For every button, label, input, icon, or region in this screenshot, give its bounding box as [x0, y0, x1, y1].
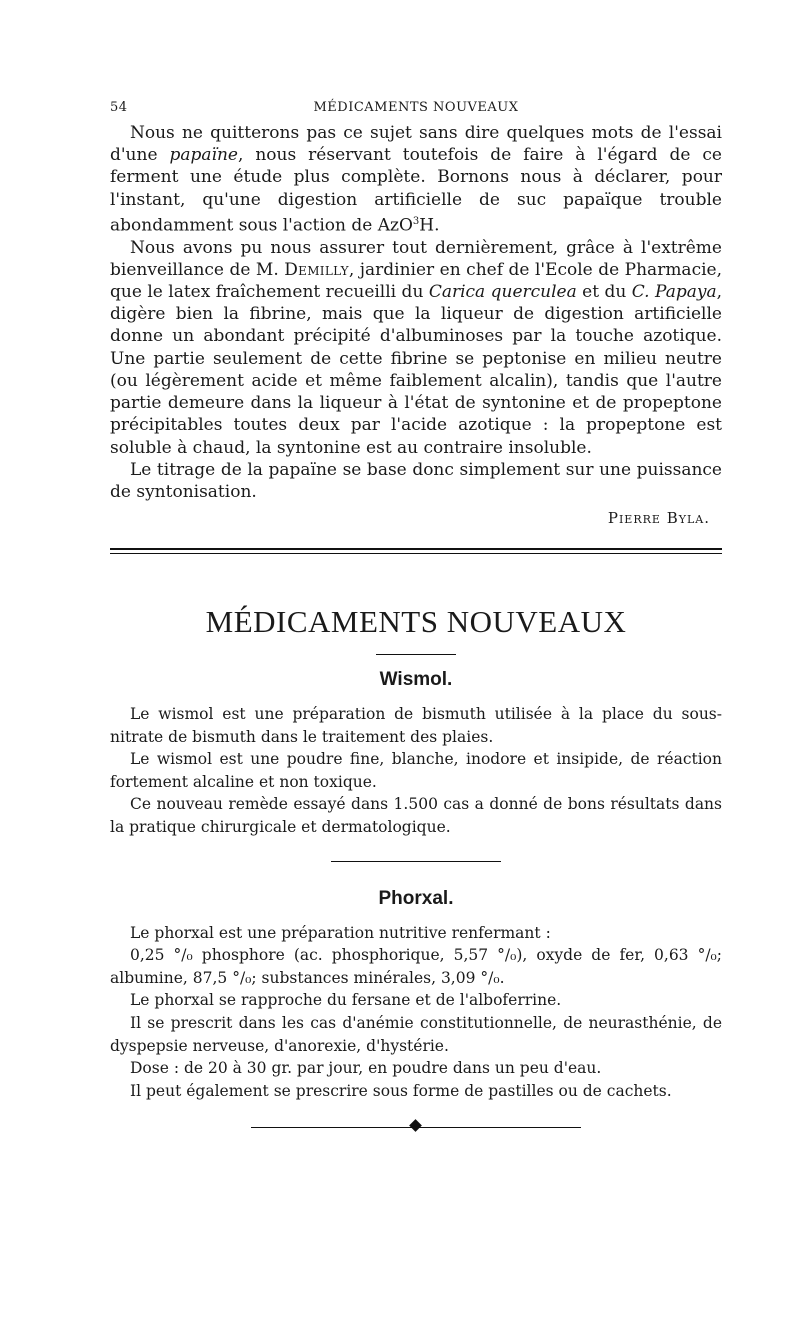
section-separator	[331, 861, 501, 862]
paragraph: Il se prescrit dans les cas d'anémie constitutionnelle, de neurasthénie, de dyspepsie nerveuse, d'anorexie, d'hystérie.	[110, 1014, 722, 1055]
paragraph: Le wismol est une poudre fine, blanche, inodore et insipide, de réaction fortement alcaline et non toxique.	[110, 750, 722, 791]
page-number: 54	[110, 100, 128, 115]
paragraph: Nous avons pu nous assurer tout dernièrement, grâce à l'extrême bienveillance de M. Demilly, jardinier en chef de l'Ecole de Pharmacie, que le latex fraîchement recueilli du Carica querculea et du C. Papaya, digère bien la fibrine, mais que la liqueur de digestion artificielle donne un abondant précipité d'albuminoses par la touche azotique. Une partie seulement de cette fibrine se peptonise en milieu neutre (ou légèrement acide et même faiblement alcalin), tandis que l'autre partie demeure dans la liqueur à l'état de syntonine et de propeptone précipitables toutes deux par l'acide azotique : la propeptone est soluble à chaud, la syntonine est au contraire insoluble.	[110, 237, 722, 458]
paragraph: Le wismol est une préparation de bismuth utilisée à la place du sous-nitrate de bismuth dans le traitement des plaies.	[110, 705, 722, 746]
paragraph: 0,25 °/₀ phosphore (ac. phosphorique, 5,57 °/₀), oxyde de fer, 0,63 °/₀; albumine, 87,5 °/₀; substances minérales, 3,09 °/₀.	[110, 946, 722, 987]
paragraph: Le phorxal se rapproche du fersane et de l'alboferrine.	[130, 991, 562, 1010]
running-title: MÉDICAMENTS NOUVEAUX	[313, 100, 519, 115]
paragraph: Ce nouveau remède essayé dans 1.500 cas a donné de bons résultats dans la pratique chirurgicale et dermatologique.	[110, 795, 722, 837]
paragraph: Nous ne quitterons pas ce sujet sans dire quelques mots de l'essai d'une papaïne, nous réservant toutefois de faire à l'égard de ce ferment une étude plus complète. Bornons nous à déclarer, pour l'instant, qu'une digestion artificielle de suc papaïque trouble abondamment sous l'action de AzO$^3$H.	[110, 123, 722, 236]
diamond-icon	[409, 1120, 422, 1133]
paragraph: Il peut également se prescrire sous forme de pastilles ou de cachets.	[130, 1081, 672, 1100]
person-name: Demilly	[284, 259, 349, 280]
page-header	[110, 100, 722, 122]
phorxal-heading: Phorxal.	[378, 887, 454, 909]
page	[110, 100, 722, 1134]
paragraph: Le phorxal est une préparation nutritive renfermant :	[130, 923, 551, 942]
paragraph: Dose : de 20 à 30 gr. par jour, en poudre dans un peu d'eau.	[130, 1059, 602, 1078]
paragraph: Le titrage de la papaïne se base donc simplement sur une puissance de syntonisation.	[110, 459, 722, 502]
double-rule-divider	[110, 548, 722, 554]
ornamental-divider	[251, 1120, 581, 1134]
title-rule	[376, 654, 456, 655]
author-signature: Pierre Byla.	[607, 509, 710, 528]
wismol-heading: Wismol.	[379, 669, 453, 691]
section-title: MÉDICAMENTS NOUVEAUX	[205, 604, 627, 640]
